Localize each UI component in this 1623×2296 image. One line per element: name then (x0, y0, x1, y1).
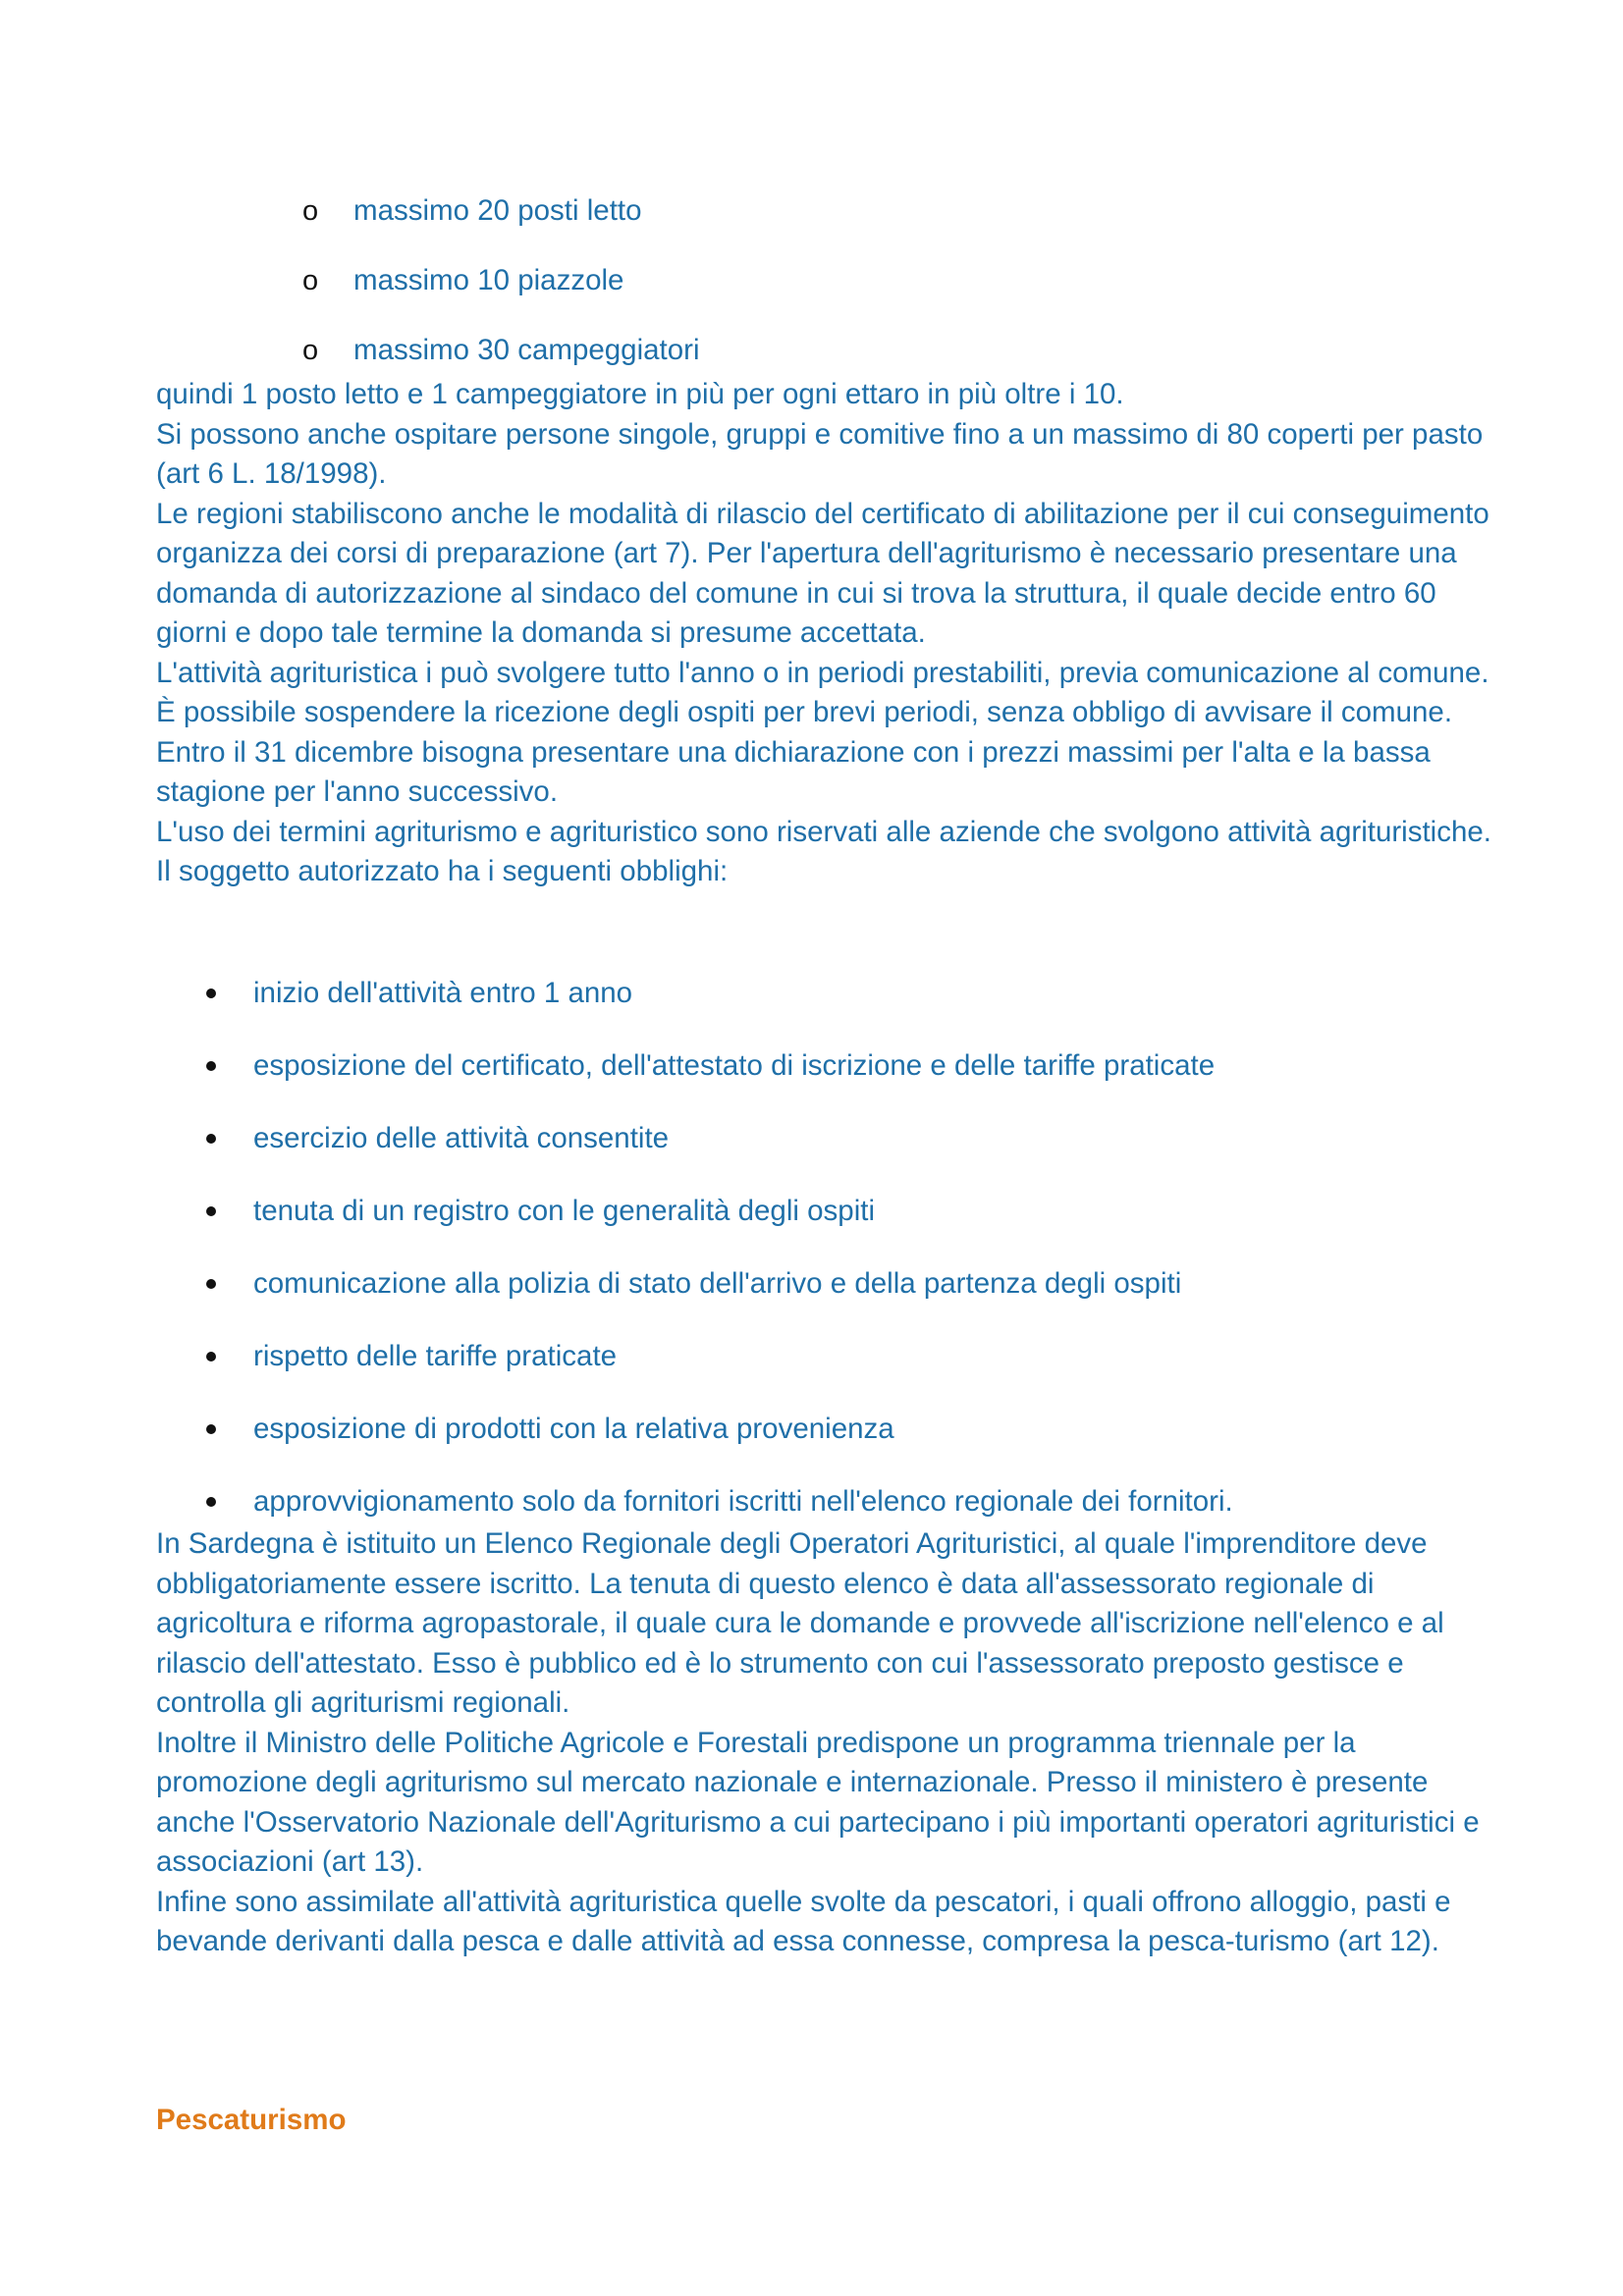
list-marker: o (302, 335, 319, 366)
section-heading: Pescaturismo (156, 2104, 347, 2136)
paragraph: quindi 1 posto letto e 1 campeggiatore in più per ogni ettaro in più oltre i 10. (156, 378, 1124, 410)
obligation-item: esercizio delle attività consentite (206, 1119, 1233, 1158)
list-marker: o (302, 265, 319, 296)
paragraph: Le regioni stabiliscono anche le modalità di rilascio del certificato di abilitazione per il cui conseguimento organizza dei corsi di preparazione (art 7). Per l'apertura dell'agriturismo è necessario presentare una domanda di autorizzazione al sindaco del comune in cui si trova la struttura, il quale decide entro 60 giorni e dopo tale termine la domanda si presume accettata. (156, 497, 1489, 649)
bullet-icon (206, 1279, 216, 1289)
paragraph: Entro il 31 dicembre bisogna presentare una dichiarazione con i prezzi massimi per l'alta e la bassa stagione per l'anno successivo. (156, 735, 1431, 808)
bullet-icon (206, 1352, 216, 1362)
paragraph: Infine sono assimilate all'attività agrituristica quelle svolte da pescatori, i quali offrono alloggio, pasti e bevande derivanti dalla pesca e dalle attività ad essa connesse, compresa la pesca-turismo (art 12). (156, 1885, 1451, 1957)
bullet-icon (206, 1497, 216, 1507)
bullet-icon (206, 1424, 216, 1434)
obligation-item: comunicazione alla polizia di stato dell'arrivo e della partenza degli ospiti (206, 1264, 1233, 1304)
paragraph: L'attività agrituristica i può svolgere tutto l'anno o in periodi prestabiliti, previa comunicazione al comune. È possibile sospendere la ricezione degli ospiti per brevi periodi, senza obbligo di avvisare il comune. (156, 656, 1489, 728)
obligations-list (206, 974, 1233, 1522)
obligation-item: tenuta di un registro con le generalità degli ospiti (206, 1192, 1233, 1231)
bullet-icon (206, 988, 216, 998)
paragraph: Si possono anche ospitare persone singole, gruppi e comitive fino a un massimo di 80 coperti per pasto (art 6 L. 18/1998). (156, 417, 1484, 490)
list-marker: o (302, 195, 319, 227)
obligation-item: approvvigionamento solo da fornitori iscritti nell'elenco regionale dei fornitori. (206, 1482, 1233, 1522)
paragraph: In Sardegna è istituito un Elenco Regionale degli Operatori Agrituristici, al quale l'imprenditore deve obbligatoriamente essere iscritto. La tenuta di questo elenco è data all'assessorato regionale di agricoltura e riforma agropastorale, il quale cura le domande e provvede all'iscrizione nell'elenco e al rilascio dell'attestato. Esso è pubblico ed è lo strumento con cui l'assessorato preposto gestisce e controlla gli agriturismi regionali. (156, 1527, 1444, 1719)
body-text-before-list (156, 375, 1491, 892)
obligation-item: esposizione del certificato, dell'attestato di iscrizione e delle tariffe praticate (206, 1046, 1233, 1086)
capacity-sub-list (302, 191, 700, 370)
bullet-icon (206, 1134, 216, 1144)
bullet-icon (206, 1061, 216, 1071)
sub-list-item: o massimo 10 piazzole (302, 261, 700, 300)
obligation-item: rispetto delle tariffe praticate (206, 1337, 1233, 1376)
body-text-after-list (156, 1524, 1491, 1962)
sub-list-item: o massimo 30 campeggiatori (302, 331, 700, 370)
paragraph: Inoltre il Ministro delle Politiche Agricole e Forestali predispone un programma triennale per la promozione degli agriturismo sul mercato nazionale e internazionale. Presso il ministero è presente anche l'Osservatorio Nazionale dell'Agriturismo a cui partecipano i più importanti operatori agrituristici e associazioni (art 13). (156, 1726, 1480, 1878)
sub-list-item: o massimo 20 posti letto (302, 191, 700, 231)
obligation-item: inizio dell'attività entro 1 anno (206, 974, 1233, 1013)
obligation-item: esposizione di prodotti con la relativa provenienza (206, 1410, 1233, 1449)
paragraph: L'uso dei termini agriturismo e agrituristico sono riservati alle aziende che svolgono attività agrituristiche. (156, 815, 1491, 848)
bullet-icon (206, 1206, 216, 1216)
paragraph: Il soggetto autorizzato ha i seguenti obblighi: (156, 855, 729, 887)
